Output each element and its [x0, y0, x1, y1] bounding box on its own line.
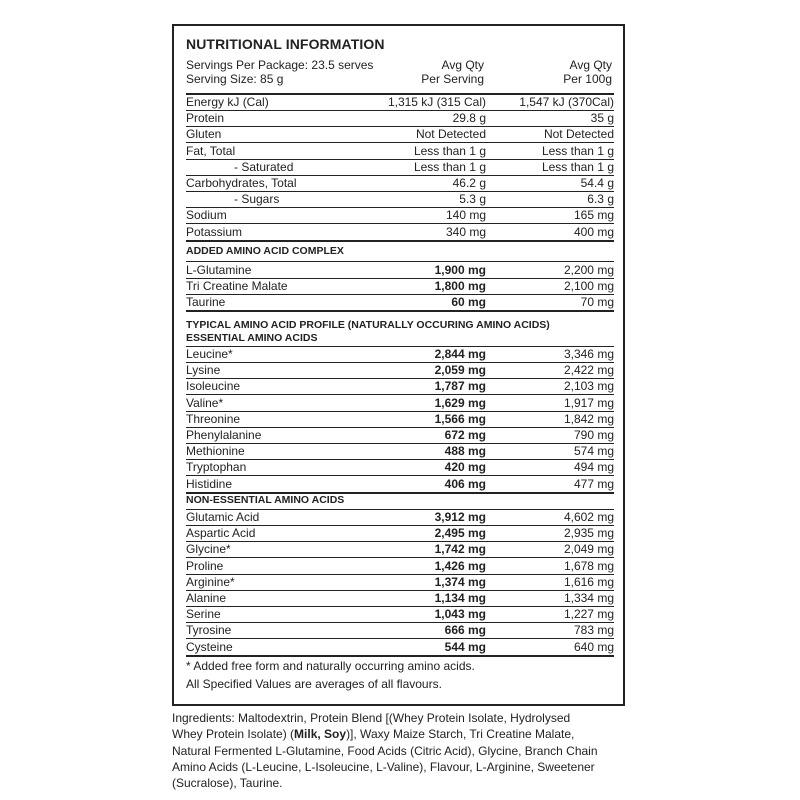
- row-label: Potassium: [186, 225, 243, 239]
- table-row: [186, 541, 614, 557]
- row-per-100g: 2,103 mg: [563, 379, 614, 393]
- row-per-100g: 1,616 mg: [563, 575, 614, 589]
- row-per-100g: 2,049 mg: [563, 542, 614, 556]
- row-per-serving: 406 mg: [444, 477, 486, 491]
- row-label: Threonine: [186, 412, 241, 426]
- servings-info: [186, 58, 373, 86]
- row-per-100g: 54.4 g: [580, 176, 614, 190]
- row-label: Leucine*: [186, 347, 233, 361]
- row-label: Aspartic Acid: [186, 526, 256, 540]
- row-per-serving: 140 mg: [445, 208, 486, 222]
- section-heading-added-amino: ADDED AMINO ACID COMPLEX: [186, 245, 344, 257]
- servings-per-package: Servings Per Package: 23.5 serves: [186, 58, 374, 72]
- row-per-100g: 783 mg: [573, 623, 614, 637]
- row-per-serving: 1,374 mg: [434, 575, 486, 589]
- row-per-serving: 1,900 mg: [434, 263, 486, 277]
- row-per-serving: 2,844 mg: [434, 347, 486, 361]
- table-rule: [186, 310, 614, 312]
- row-label: Lysine: [186, 363, 221, 377]
- table-row: [186, 590, 614, 606]
- row-per-100g: Not Detected: [543, 127, 614, 141]
- table-row: [186, 224, 614, 240]
- column-header-per-serving: Avg Qty Per Serving: [421, 58, 484, 86]
- row-per-100g: 2,200 mg: [563, 263, 614, 277]
- table-row: [186, 574, 614, 590]
- table-row: [186, 278, 614, 294]
- row-per-100g: 640 mg: [573, 640, 614, 654]
- table-row: [186, 411, 614, 427]
- table-rule: [186, 240, 614, 242]
- row-per-serving: 60 mg: [451, 295, 486, 309]
- row-per-100g: 400 mg: [573, 225, 614, 239]
- row-per-100g: 2,422 mg: [563, 363, 614, 377]
- row-label: L-Glutamine: [186, 263, 252, 277]
- row-label: Carbohydrates, Total: [186, 176, 297, 190]
- table-row: [186, 126, 614, 142]
- table-row: [186, 159, 614, 175]
- row-label: Cysteine: [186, 640, 233, 654]
- row-label: Isoleucine: [186, 379, 241, 393]
- table-row: [186, 143, 614, 159]
- row-per-serving: 29.8 g: [452, 111, 486, 125]
- row-per-100g: 477 mg: [573, 477, 614, 491]
- table-row: [186, 395, 614, 411]
- column-header-per-100g: Avg Qty Per 100g: [563, 58, 612, 86]
- row-label: Methionine: [186, 444, 245, 458]
- row-per-serving: 1,315 kJ (315 Cal): [387, 95, 486, 109]
- row-per-serving: 1,043 mg: [434, 607, 486, 621]
- table-row: [186, 558, 614, 574]
- row-label: Alanine: [186, 591, 227, 605]
- table-row: [186, 606, 614, 622]
- table-row: [186, 175, 614, 191]
- table-row: [186, 443, 614, 459]
- row-per-serving: 340 mg: [445, 225, 486, 239]
- row-label: Serine: [186, 607, 221, 621]
- ingredients-text: Ingredients: Maltodextrin, Protein Blend [(Whey Protein Isolate, Hydrolysed Whey Protein Isolate) (Milk, Soy)], Waxy Maize Starch, Tri Creatine Malate, Natural Fermented L-Glutamine, Food Acids (Citric Acid), Glycine, Branch Chain Amino Acids (L-Leucine, L-Isoleucine, L-Valine), Flavour, L-Arginine, Sweetener (Sucralose), Taurine.: [172, 711, 598, 791]
- row-per-serving: Not Detected: [415, 127, 486, 141]
- row-per-100g: 3,346 mg: [563, 347, 614, 361]
- row-per-100g: 1,547 kJ (370Cal): [519, 95, 614, 109]
- row-per-serving: Less than 1 g: [413, 160, 486, 174]
- footnote: All Specified Values are averages of all flavours.: [186, 677, 442, 691]
- row-per-100g: 574 mg: [573, 444, 614, 458]
- footnote: * Added free form and naturally occurring amino acids.: [186, 659, 475, 673]
- row-per-100g: 2,935 mg: [563, 526, 614, 540]
- row-per-serving: 1,742 mg: [434, 542, 486, 556]
- row-per-100g: 1,334 mg: [563, 591, 614, 605]
- row-label: Fat, Total: [186, 144, 236, 158]
- row-label: Glycine*: [186, 542, 231, 556]
- row-label: Phenylalanine: [186, 428, 262, 442]
- table-row: [186, 378, 614, 394]
- row-label: Energy kJ (Cal): [186, 95, 269, 109]
- row-per-serving: 672 mg: [444, 428, 486, 442]
- panel-title: NUTRITIONAL INFORMATION: [186, 36, 385, 52]
- row-per-100g: 165 mg: [573, 208, 614, 222]
- row-per-100g: 70 mg: [580, 295, 614, 309]
- row-per-serving: 1,566 mg: [434, 412, 486, 426]
- table-row: [186, 191, 614, 207]
- row-per-serving: 1,787 mg: [434, 379, 486, 393]
- row-per-serving: 46.2 g: [452, 176, 486, 190]
- row-label: Glutamic Acid: [186, 510, 260, 524]
- row-per-100g: 6.3 g: [587, 192, 614, 206]
- table-row: [186, 476, 614, 492]
- section-subheading-essential: ESSENTIAL AMINO ACIDS: [186, 332, 318, 344]
- row-label: Taurine: [186, 295, 226, 309]
- row-label: Gluten: [186, 127, 222, 141]
- row-per-100g: Less than 1 g: [541, 160, 614, 174]
- row-per-100g: 2,100 mg: [563, 279, 614, 293]
- section-heading-typical-profile: TYPICAL AMINO ACID PROFILE (NATURALLY OCCURING AMINO ACIDS): [186, 319, 550, 331]
- row-label: Sodium: [186, 208, 227, 222]
- table-row: [186, 94, 614, 110]
- row-per-serving: 3,912 mg: [434, 510, 486, 524]
- row-label: Valine*: [186, 396, 224, 410]
- row-per-100g: 1,917 mg: [563, 396, 614, 410]
- row-label: - Sugars: [234, 192, 280, 206]
- row-label: Protein: [186, 111, 225, 125]
- row-label: Arginine*: [186, 575, 235, 589]
- row-per-100g: 790 mg: [573, 428, 614, 442]
- row-per-serving: 1,134 mg: [434, 591, 486, 605]
- row-per-serving: 2,059 mg: [434, 363, 486, 377]
- row-per-100g: 1,842 mg: [563, 412, 614, 426]
- row-per-serving: 1,426 mg: [434, 559, 486, 573]
- row-label: Tyrosine: [186, 623, 232, 637]
- row-label: Tri Creatine Malate: [186, 279, 288, 293]
- row-per-serving: 544 mg: [444, 640, 486, 654]
- row-label: Histidine: [186, 477, 233, 491]
- row-label: - Saturated: [234, 160, 294, 174]
- table-row: [186, 294, 614, 310]
- table-row: [186, 509, 614, 525]
- row-per-serving: 1,800 mg: [434, 279, 486, 293]
- row-per-serving: 488 mg: [444, 444, 486, 458]
- row-per-100g: 494 mg: [573, 460, 614, 474]
- table-rule: [186, 655, 614, 657]
- row-per-serving: 1,629 mg: [434, 396, 486, 410]
- table-row: [186, 362, 614, 378]
- row-per-serving: 5.3 g: [459, 192, 486, 206]
- row-label: Proline: [186, 559, 224, 573]
- table-row: [186, 110, 614, 126]
- table-row: [186, 346, 614, 362]
- row-per-serving: 666 mg: [444, 623, 486, 637]
- table-row: [186, 459, 614, 475]
- table-row: [186, 427, 614, 443]
- row-per-100g: Less than 1 g: [541, 144, 614, 158]
- row-per-100g: 1,678 mg: [563, 559, 614, 573]
- row-per-serving: 2,495 mg: [434, 526, 486, 540]
- table-row: [186, 525, 614, 541]
- row-per-100g: 4,602 mg: [563, 510, 614, 524]
- row-per-serving: 420 mg: [444, 460, 486, 474]
- row-per-100g: 1,227 mg: [563, 607, 614, 621]
- row-label: Tryptophan: [186, 460, 247, 474]
- row-per-serving: Less than 1 g: [413, 144, 486, 158]
- row-per-100g: 35 g: [590, 111, 614, 125]
- serving-size: Serving Size: 85 g: [186, 72, 284, 86]
- table-row: [186, 639, 614, 655]
- table-row: [186, 207, 614, 223]
- table-row: [186, 262, 614, 278]
- section-heading-non-essential: NON-ESSENTIAL AMINO ACIDS: [186, 494, 345, 506]
- table-row: [186, 622, 614, 638]
